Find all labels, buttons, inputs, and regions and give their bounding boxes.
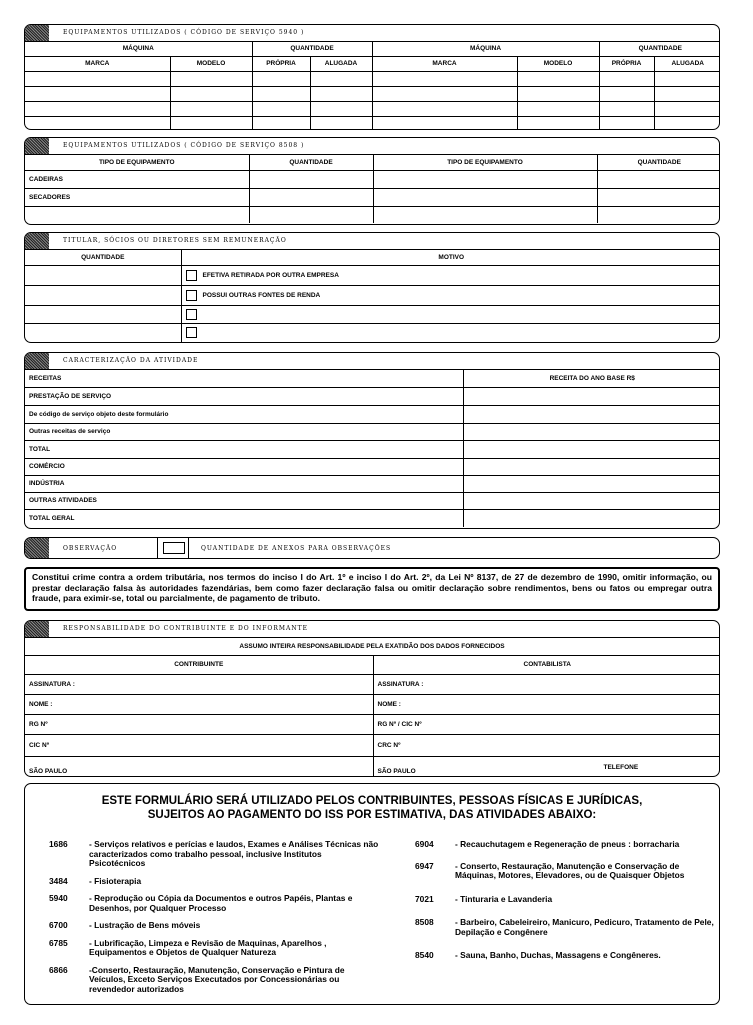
checkbox[interactable]: [186, 290, 197, 301]
activity-list-right: [415, 840, 715, 961]
input-cell[interactable]: [372, 86, 517, 101]
alugada-header: ALUGADA: [654, 56, 720, 71]
header-shade: [25, 138, 49, 154]
quantidade-header: QUANTIDADE: [252, 42, 372, 56]
activity-description: - Fisioterapia: [89, 875, 142, 886]
activity-description: - Serviços relativos e perícias e laudos, Exames e Análises Técnicas não caracterizados como trabalho pessoal, inclusive Institutos Psicotécnicos: [89, 839, 379, 868]
row-label: PRESTAÇÃO DE SERVIÇO: [25, 387, 463, 405]
motivo-option: [181, 285, 720, 305]
info-title-line: ESTE FORMULÁRIO SERÁ UTILIZADO PELOS CONTRIBUINTES, PESSOAS FÍSICAS E JURÍDICAS,: [101, 795, 643, 807]
input-cell[interactable]: [25, 116, 170, 130]
input-cell[interactable]: [599, 101, 654, 116]
sao-paulo-date-field[interactable]: SÃO PAULO: [377, 768, 416, 775]
table-row: [25, 323, 720, 342]
table-row: [25, 714, 720, 734]
input-cell[interactable]: [599, 86, 654, 101]
contabilista-header: CONTABILISTA: [373, 656, 720, 674]
input-cell[interactable]: [597, 206, 720, 223]
table-row: [25, 206, 720, 223]
list-item: [49, 966, 379, 995]
responsabilidade-table: [25, 656, 720, 777]
propria-header: PRÓPRIA: [252, 56, 310, 71]
input-cell[interactable]: [517, 101, 599, 116]
input-cell[interactable]: [654, 116, 720, 130]
activity-description: - Sauna, Banho, Duchas, Massagens e Congêneres.: [455, 950, 661, 960]
row-label: INDÚSTRIA: [25, 475, 463, 492]
input-cell[interactable]: [25, 71, 170, 86]
table-row: [25, 305, 720, 323]
activity-code: 8540: [415, 950, 434, 960]
table-row: [25, 188, 720, 206]
input-cell[interactable]: [372, 71, 517, 86]
input-cell[interactable]: [170, 86, 252, 101]
section-title: RESPONSABILIDADE DO CONTRIBUINTE E DO INFORMANTE: [63, 625, 308, 632]
activity-description: - Lustração de Bens móveis: [89, 920, 201, 930]
table-row: [25, 475, 720, 492]
input-cell[interactable]: [373, 188, 597, 206]
responsabilidade-section: [24, 620, 720, 777]
table-row: [25, 265, 720, 285]
input-cell[interactable]: [25, 323, 181, 342]
header-shade: [25, 233, 49, 249]
list-item: [49, 840, 379, 869]
input-cell[interactable]: [170, 116, 252, 130]
telefone-field[interactable]: TELEFONE: [603, 764, 639, 771]
input-cell[interactable]: [25, 86, 170, 101]
propria-header: PRÓPRIA: [599, 56, 654, 71]
atividade-section: [24, 352, 720, 529]
crc-field[interactable]: CRC Nº: [373, 734, 720, 756]
activity-description: - Lubrificação, Limpeza e Revisão de Maquinas, Aparelhos , Equipamentos e Objetos de Qualquer Natureza: [89, 937, 327, 957]
table-row: [25, 101, 720, 116]
section-title: CARACTERIZAÇÃO DA ATIVIDADE: [63, 357, 199, 364]
titular-section: [24, 232, 720, 343]
input-cell[interactable]: [170, 71, 252, 86]
activity-code: 3484: [49, 875, 68, 886]
section-header: [25, 353, 719, 370]
declaration-text: ASSUMO INTEIRA RESPONSABILIDADE PELA EXATIDÃO DOS DADOS FORNECIDOS: [239, 643, 505, 650]
header-shade: [25, 25, 49, 41]
activity-code: 7021: [415, 893, 434, 904]
table-row: [25, 734, 720, 756]
maquina-header: MÁQUINA: [372, 42, 599, 56]
input-cell[interactable]: [25, 101, 170, 116]
row-label: Outras receitas de serviço: [25, 423, 463, 440]
activity-description: - Tinturaria e Lavanderia: [455, 893, 553, 904]
input-cell[interactable]: [463, 492, 720, 509]
activity-list-left: [49, 840, 379, 994]
titular-table: [25, 250, 720, 342]
section-title: TITULAR, SÓCIOS OU DIRETORES SEM REMUNERAÇÃO: [63, 237, 287, 244]
table-row: [25, 423, 720, 440]
row-label: De código de serviço objeto deste formulário: [25, 405, 463, 423]
activity-code: 6785: [49, 937, 68, 948]
header-shade: [25, 538, 49, 558]
input-cell[interactable]: [310, 71, 372, 86]
motivo-option: [181, 323, 720, 342]
contribuinte-header: CONTRIBUINTE: [25, 656, 373, 674]
list-item: [49, 877, 379, 887]
list-item: [415, 840, 715, 850]
modelo-header: MODELO: [170, 56, 252, 71]
quantidade-header: QUANTIDADE: [249, 155, 373, 170]
list-item: [415, 951, 715, 961]
input-cell[interactable]: [597, 170, 720, 188]
input-cell[interactable]: [249, 206, 373, 223]
equipamentos-5940-table: [25, 42, 720, 130]
info-title-line: SUJEITOS AO PAGAMENTO DO ISS POR ESTIMATIVA, DAS ATIVIDADES ABAIXO:: [147, 809, 597, 821]
assinatura-field[interactable]: ASSINATURA :: [25, 674, 373, 694]
activity-description: -Conserto, Restauração, Manutenção, Conservação e Pintura de Veículos, Exceto Serviços Executados por Concessionárias ou revendedor autorizados: [89, 964, 345, 994]
input-cell[interactable]: [463, 509, 720, 527]
list-item: [415, 895, 715, 905]
list-item: [415, 862, 715, 881]
info-title: [25, 784, 719, 822]
list-item: [49, 894, 379, 913]
quantidade-header: QUANTIDADE: [597, 155, 720, 170]
input-cell[interactable]: [310, 116, 372, 130]
input-cell[interactable]: [25, 285, 181, 305]
section-title: EQUIPAMENTOS UTILIZADOS ( CÓDIGO DE SERVIÇO 8508 ): [63, 142, 305, 149]
input-cell[interactable]: [599, 116, 654, 130]
section-header: [25, 25, 719, 42]
checkbox[interactable]: [186, 309, 197, 320]
alugada-header: ALUGADA: [310, 56, 372, 71]
activity-code: 6700: [49, 920, 68, 930]
marca-header: MARCA: [372, 56, 517, 71]
checkbox[interactable]: [186, 327, 197, 338]
observacao-section: [24, 537, 720, 559]
section-header: [25, 138, 719, 155]
legal-notice: Constitui crime contra a ordem tributária, nos termos do inciso I do Art. 1º e inciso I do Art. 2º, da Lei Nº 8137, de 27 de dezembro de 1990, omitir informação, ou prestar declaração falsa às autoridades fazendárias, bem como fazer declaração falsa ou omitir declaração sobre rendimentos, bens ou fatos ou empregar outra fraude, para eximir-se, total ou parcialmente, de pagamento de tributo.: [24, 567, 720, 611]
activity-code: 6866: [49, 964, 68, 975]
table-row: [25, 285, 720, 305]
modelo-header: MODELO: [517, 56, 599, 71]
input-cell[interactable]: [25, 206, 249, 223]
input-cell[interactable]: [249, 170, 373, 188]
row-label: TOTAL GERAL: [25, 509, 463, 527]
header-shade: [25, 621, 49, 637]
input-cell[interactable]: [517, 86, 599, 101]
input-cell[interactable]: [372, 101, 517, 116]
input-cell[interactable]: [373, 170, 597, 188]
rg-cic-field[interactable]: RG Nº / CIC Nº: [373, 714, 720, 734]
maquina-header: MÁQUINA: [25, 42, 252, 56]
assinatura-field[interactable]: ASSINATURA :: [373, 674, 720, 694]
input-cell[interactable]: [25, 305, 181, 323]
receita-base-header: RECEITA DO ANO BASE R$: [463, 370, 720, 387]
motivo-option: [181, 265, 720, 285]
table-row: [25, 492, 720, 509]
tipo-equipamento-header: TIPO DE EQUIPAMENTO: [373, 155, 597, 170]
observacao-label: OBSERVAÇÃO: [63, 545, 118, 552]
nome-field[interactable]: NOME :: [373, 694, 720, 714]
input-cell[interactable]: [517, 71, 599, 86]
equipamentos-5940-section: [24, 24, 720, 130]
section-header: [25, 233, 719, 250]
input-cell[interactable]: [463, 458, 720, 475]
anexos-inner-box: [163, 542, 185, 554]
info-section: [24, 783, 720, 1005]
activity-code: 6947: [415, 860, 434, 871]
cic-field[interactable]: CIC Nº: [25, 734, 373, 756]
input-cell[interactable]: [310, 86, 372, 101]
declaration-line: [25, 638, 719, 656]
input-cell[interactable]: [463, 423, 720, 440]
activity-code: 8508: [415, 917, 434, 927]
input-cell[interactable]: [463, 405, 720, 423]
activity-code: 5940: [49, 893, 68, 903]
row-label: CADEIRAS: [25, 170, 249, 188]
anexos-quantity-box[interactable]: [157, 538, 189, 558]
marca-header: MARCA: [25, 56, 170, 71]
input-cell[interactable]: [310, 101, 372, 116]
table-row: [25, 116, 720, 130]
header-shade: [25, 353, 49, 369]
option-label: POSSUI OUTRAS FONTES DE RENDA: [202, 291, 321, 299]
activity-description: - Reprodução ou Cópia da Documentos e outros Papéis, Plantas e Desenhos, por Qualquer Processo: [89, 893, 353, 913]
row-label: OUTRAS ATIVIDADES: [25, 492, 463, 509]
input-cell[interactable]: [25, 265, 181, 285]
input-cell[interactable]: [252, 71, 310, 86]
table-row: [25, 170, 720, 188]
quantidade-header: QUANTIDADE: [599, 42, 720, 56]
activity-code: 6904: [415, 839, 434, 849]
receitas-header: RECEITAS: [25, 370, 463, 387]
quantidade-header: QUANTIDADE: [25, 250, 181, 265]
row-label: COMÉRCIO: [25, 458, 463, 475]
row-label: SECADORES: [25, 188, 249, 206]
input-cell[interactable]: [463, 440, 720, 458]
input-cell[interactable]: [252, 101, 310, 116]
input-cell[interactable]: [170, 101, 252, 116]
input-cell[interactable]: [597, 188, 720, 206]
atividade-table: [25, 370, 720, 527]
list-item: [415, 918, 715, 937]
input-cell[interactable]: [654, 71, 720, 86]
table-row: [25, 694, 720, 714]
checkbox[interactable]: [186, 270, 197, 281]
section-header: [25, 621, 719, 638]
activity-description: - Barbeiro, Cabeleireiro, Manicuro, Pedicuro, Tratamento de Pele, Depilação e Congênere: [455, 917, 714, 937]
motivo-option: [181, 305, 720, 323]
input-cell[interactable]: [599, 71, 654, 86]
option-label: EFETIVA RETIRADA POR OUTRA EMPRESA: [202, 271, 339, 279]
input-cell[interactable]: [372, 116, 517, 130]
table-row: [25, 440, 720, 458]
input-cell[interactable]: [249, 188, 373, 206]
table-row: [25, 405, 720, 423]
input-cell[interactable]: [252, 116, 310, 130]
table-row: [25, 756, 720, 777]
section-title: EQUIPAMENTOS UTILIZADOS ( CÓDIGO DE SERVIÇO 5940 ): [63, 29, 305, 36]
activity-description: - Recauchutagem e Regeneração de pneus : borracharia: [455, 839, 680, 849]
rg-field[interactable]: RG Nº: [25, 714, 373, 734]
sao-paulo-phone-cell: [373, 756, 720, 777]
list-item: [49, 939, 379, 958]
table-row: [25, 458, 720, 475]
input-cell[interactable]: [654, 101, 720, 116]
row-label: TOTAL: [25, 440, 463, 458]
sao-paulo-date-field[interactable]: SÃO PAULO: [25, 756, 373, 777]
table-row: [25, 509, 720, 527]
activity-code: 1686: [49, 839, 68, 849]
input-cell[interactable]: [517, 116, 599, 130]
input-cell[interactable]: [373, 206, 597, 223]
table-row: [25, 674, 720, 694]
equipamentos-8508-table: [25, 155, 720, 223]
input-cell[interactable]: [463, 475, 720, 492]
equipamentos-8508-section: [24, 137, 720, 225]
input-cell[interactable]: [252, 86, 310, 101]
input-cell[interactable]: [654, 86, 720, 101]
nome-field[interactable]: NOME :: [25, 694, 373, 714]
activity-description: - Conserto, Restauração, Manutenção e Conservação de Máquinas, Motores, Elevadores, ou de Quaisquer Objetos: [455, 860, 685, 880]
list-item: [49, 921, 379, 931]
table-row: [25, 71, 720, 86]
motivo-header: MOTIVO: [181, 250, 720, 265]
table-row: [25, 387, 720, 405]
input-cell[interactable]: [463, 387, 720, 405]
table-row: [25, 86, 720, 101]
section-header: [25, 538, 719, 558]
tipo-equipamento-header: TIPO DE EQUIPAMENTO: [25, 155, 249, 170]
anexos-label: QUANTIDADE DE ANEXOS PARA OBSERVAÇÕES: [201, 545, 392, 552]
